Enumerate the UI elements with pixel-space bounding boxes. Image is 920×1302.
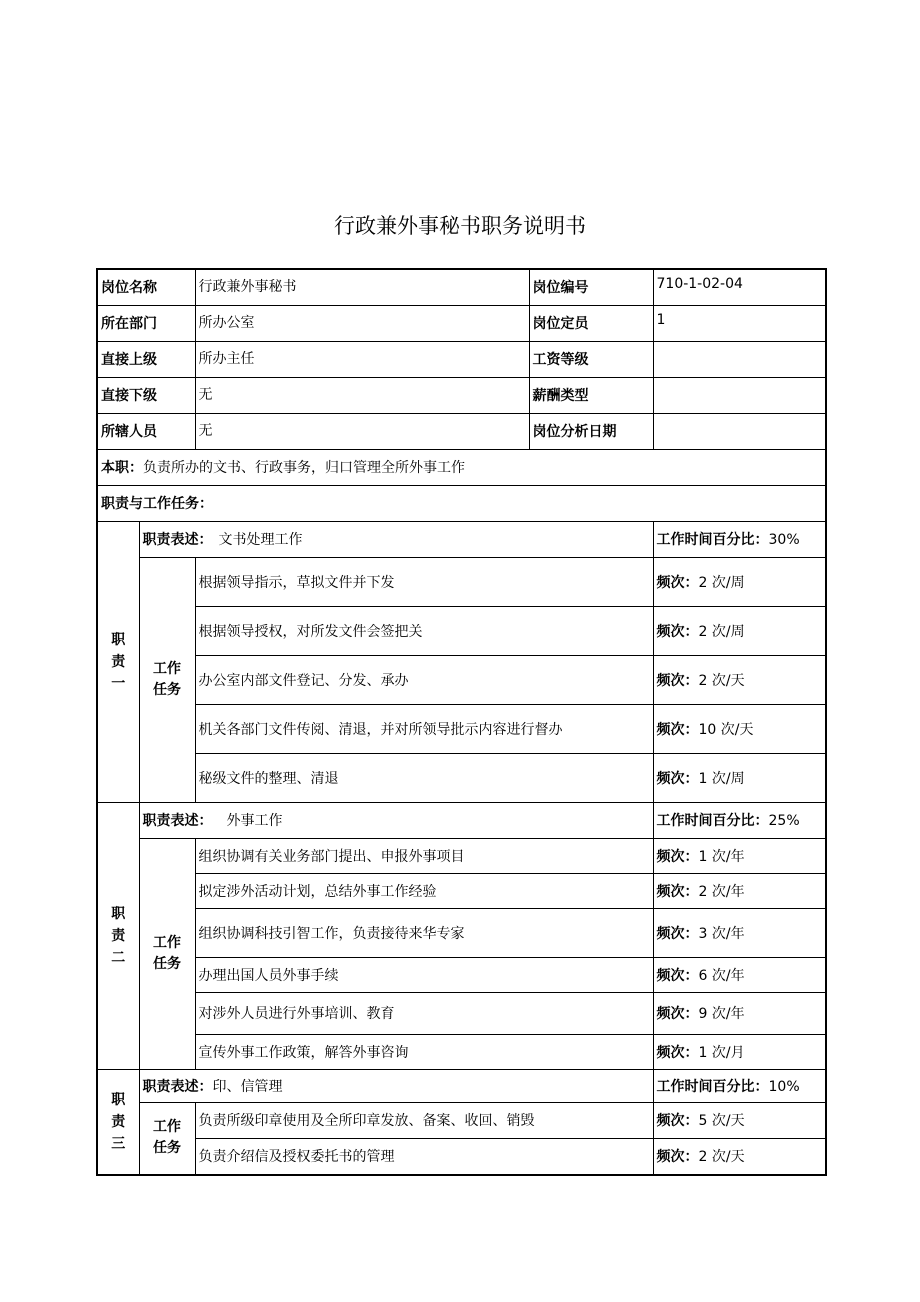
- task-freq: [653, 1102, 826, 1138]
- task-freq: [653, 908, 826, 957]
- main-duty: [97, 449, 826, 485]
- position-no-label: 岗位编号: [529, 269, 653, 305]
- task-row: [97, 704, 826, 753]
- percent-label: 工作时间百分比：: [656, 813, 769, 829]
- duties-header: 职责与工作任务：: [97, 485, 826, 521]
- duty-3-task-label: [139, 1102, 195, 1175]
- task-label-text: 工作任务: [153, 934, 181, 972]
- duty-1-label-text: 职责一: [111, 631, 126, 692]
- position-name-label: 岗位名称: [97, 269, 195, 305]
- duty-desc-text: 印、信管理: [212, 1078, 283, 1095]
- task-text: 机关各部门文件传阅、清退，并对所领导批示内容进行督办: [195, 704, 653, 753]
- task-freq: [653, 557, 826, 606]
- task-row: [97, 1034, 826, 1069]
- freq-value: 9 次/年: [698, 1006, 745, 1022]
- freq-value: 10 次/天: [698, 721, 754, 738]
- freq-label: 频次：: [656, 1113, 699, 1129]
- duty-1-desc: [139, 521, 653, 557]
- main-duty-label: 本职：: [101, 460, 143, 476]
- department-label: 所在部门: [97, 305, 195, 341]
- task-row: [97, 606, 826, 655]
- duty-3-label-text: 职责三: [111, 1091, 126, 1152]
- freq-value: 2 次/周: [698, 574, 745, 591]
- freq-label: 频次：: [656, 848, 699, 865]
- freq-value: 3 次/年: [698, 925, 745, 942]
- task-row: [97, 753, 826, 802]
- freq-value: 6 次/年: [698, 967, 745, 984]
- freq-label: 频次：: [656, 1149, 699, 1166]
- task-row: [97, 1138, 826, 1175]
- duty-3-percent: [653, 1069, 826, 1102]
- main-duty-text: 负责所办的文书、行政事务，归口管理全所外事工作: [143, 460, 465, 476]
- freq-label: 频次：: [656, 883, 699, 900]
- freq-label: 频次：: [656, 623, 699, 640]
- info-row: [97, 413, 826, 449]
- task-text: 办理出国人员外事手续: [195, 957, 653, 992]
- task-row: [97, 1102, 826, 1138]
- salary-grade-value: [653, 341, 826, 377]
- job-description-table: [96, 268, 827, 1176]
- task-freq: [653, 992, 826, 1034]
- task-row: [97, 838, 826, 873]
- supervisor-label: 直接上级: [97, 341, 195, 377]
- freq-value: 2 次/天: [698, 1149, 745, 1166]
- task-text: 对涉外人员进行外事培训、教育: [195, 992, 653, 1034]
- freq-value: 1 次/月: [698, 1044, 745, 1061]
- freq-label: 频次：: [656, 967, 699, 984]
- salary-grade-label: 工资等级: [529, 341, 653, 377]
- analysis-date-label: 岗位分析日期: [529, 413, 653, 449]
- task-freq: [653, 655, 826, 704]
- page-title: 行政兼外事秘书职务说明书: [334, 214, 586, 238]
- pay-type-value: [653, 377, 826, 413]
- duty-1-label: [97, 521, 139, 802]
- freq-value: 1 次/周: [698, 770, 745, 787]
- task-freq: [653, 704, 826, 753]
- task-text: 组织协调科技引智工作，负责接待来华专家: [195, 908, 653, 957]
- freq-label: 频次：: [656, 770, 699, 787]
- task-row: [97, 908, 826, 957]
- info-row: [97, 341, 826, 377]
- task-freq: [653, 873, 826, 908]
- managed-label: 所辖人员: [97, 413, 195, 449]
- freq-label: 频次：: [656, 672, 699, 689]
- task-freq: [653, 1138, 826, 1175]
- managed-value: 无: [195, 413, 529, 449]
- task-freq: [653, 606, 826, 655]
- duty-desc-row: [97, 802, 826, 838]
- duty-desc-text: 文书处理工作: [218, 532, 303, 548]
- task-row: [97, 957, 826, 992]
- pay-type-label: 薪酬类型: [529, 377, 653, 413]
- subordinate-label: 直接下级: [97, 377, 195, 413]
- task-text: 宣传外事工作政策，解答外事咨询: [195, 1034, 653, 1069]
- info-row: [97, 305, 826, 341]
- freq-value: 5 次/天: [698, 1113, 745, 1129]
- duty-desc-text: 外事工作: [226, 813, 283, 829]
- duty-2-label-text: 职责二: [111, 905, 126, 966]
- department-value: 所办公室: [195, 305, 529, 341]
- duty-desc-row: [97, 1069, 826, 1102]
- duties-header-row: [97, 485, 826, 521]
- freq-value: 2 次/周: [698, 623, 745, 640]
- task-row: [97, 992, 826, 1034]
- freq-label: 频次：: [656, 574, 699, 591]
- percent-value: 25%: [768, 813, 800, 829]
- info-row: [97, 377, 826, 413]
- duty-2-task-label: [139, 838, 195, 1069]
- duty-desc-row: [97, 521, 826, 557]
- duty-2-desc: [139, 802, 653, 838]
- task-freq: [653, 957, 826, 992]
- task-text: 办公室内部文件登记、分发、承办: [195, 655, 653, 704]
- freq-value: 1 次/年: [698, 848, 745, 865]
- task-freq: [653, 753, 826, 802]
- task-text: 拟定涉外活动计划，总结外事工作经验: [195, 873, 653, 908]
- percent-label: 工作时间百分比：: [656, 532, 769, 548]
- duty-3-label: [97, 1069, 139, 1175]
- freq-label: 频次：: [656, 925, 699, 942]
- freq-label: 频次：: [656, 1006, 699, 1022]
- task-text: 根据领导授权，对所发文件会签把关: [195, 606, 653, 655]
- task-label-text: 工作任务: [153, 660, 181, 698]
- duty-1-percent: [653, 521, 826, 557]
- task-text: 负责所级印章使用及全所印章发放、备案、收回、销毁: [195, 1102, 653, 1138]
- freq-value: 2 次/天: [698, 672, 745, 689]
- task-freq: [653, 838, 826, 873]
- task-text: 秘级文件的整理、清退: [195, 753, 653, 802]
- duty-desc-label: 职责表述：: [142, 813, 213, 829]
- headcount-value: 1: [653, 305, 826, 341]
- duty-2-label: [97, 802, 139, 1069]
- task-text: 负责介绍信及授权委托书的管理: [195, 1138, 653, 1175]
- task-text: 根据领导指示，草拟文件并下发: [195, 557, 653, 606]
- percent-label: 工作时间百分比：: [656, 1078, 769, 1095]
- subordinate-value: 无: [195, 377, 529, 413]
- main-duty-row: [97, 449, 826, 485]
- task-label-text: 工作任务: [153, 1119, 181, 1157]
- freq-label: 频次：: [656, 721, 699, 738]
- freq-label: 频次：: [656, 1044, 699, 1061]
- duty-2-percent: [653, 802, 826, 838]
- task-row: [97, 873, 826, 908]
- task-row: [97, 655, 826, 704]
- duty-desc-label: 职责表述：: [142, 1078, 213, 1095]
- percent-value: 30%: [768, 532, 800, 548]
- duty-desc-label: 职责表述：: [142, 532, 213, 548]
- position-no-value: 710-1-02-04: [653, 269, 826, 305]
- supervisor-value: 所办主任: [195, 341, 529, 377]
- position-name-value: 行政兼外事秘书: [195, 269, 529, 305]
- info-row: [97, 269, 826, 305]
- task-text: 组织协调有关业务部门提出、申报外事项目: [195, 838, 653, 873]
- duty-1-task-label: [139, 557, 195, 802]
- task-row: [97, 557, 826, 606]
- headcount-label: 岗位定员: [529, 305, 653, 341]
- percent-value: 10%: [768, 1078, 800, 1095]
- freq-value: 2 次/年: [698, 883, 745, 900]
- duty-3-desc: [139, 1069, 653, 1102]
- task-freq: [653, 1034, 826, 1069]
- analysis-date-value: [653, 413, 826, 449]
